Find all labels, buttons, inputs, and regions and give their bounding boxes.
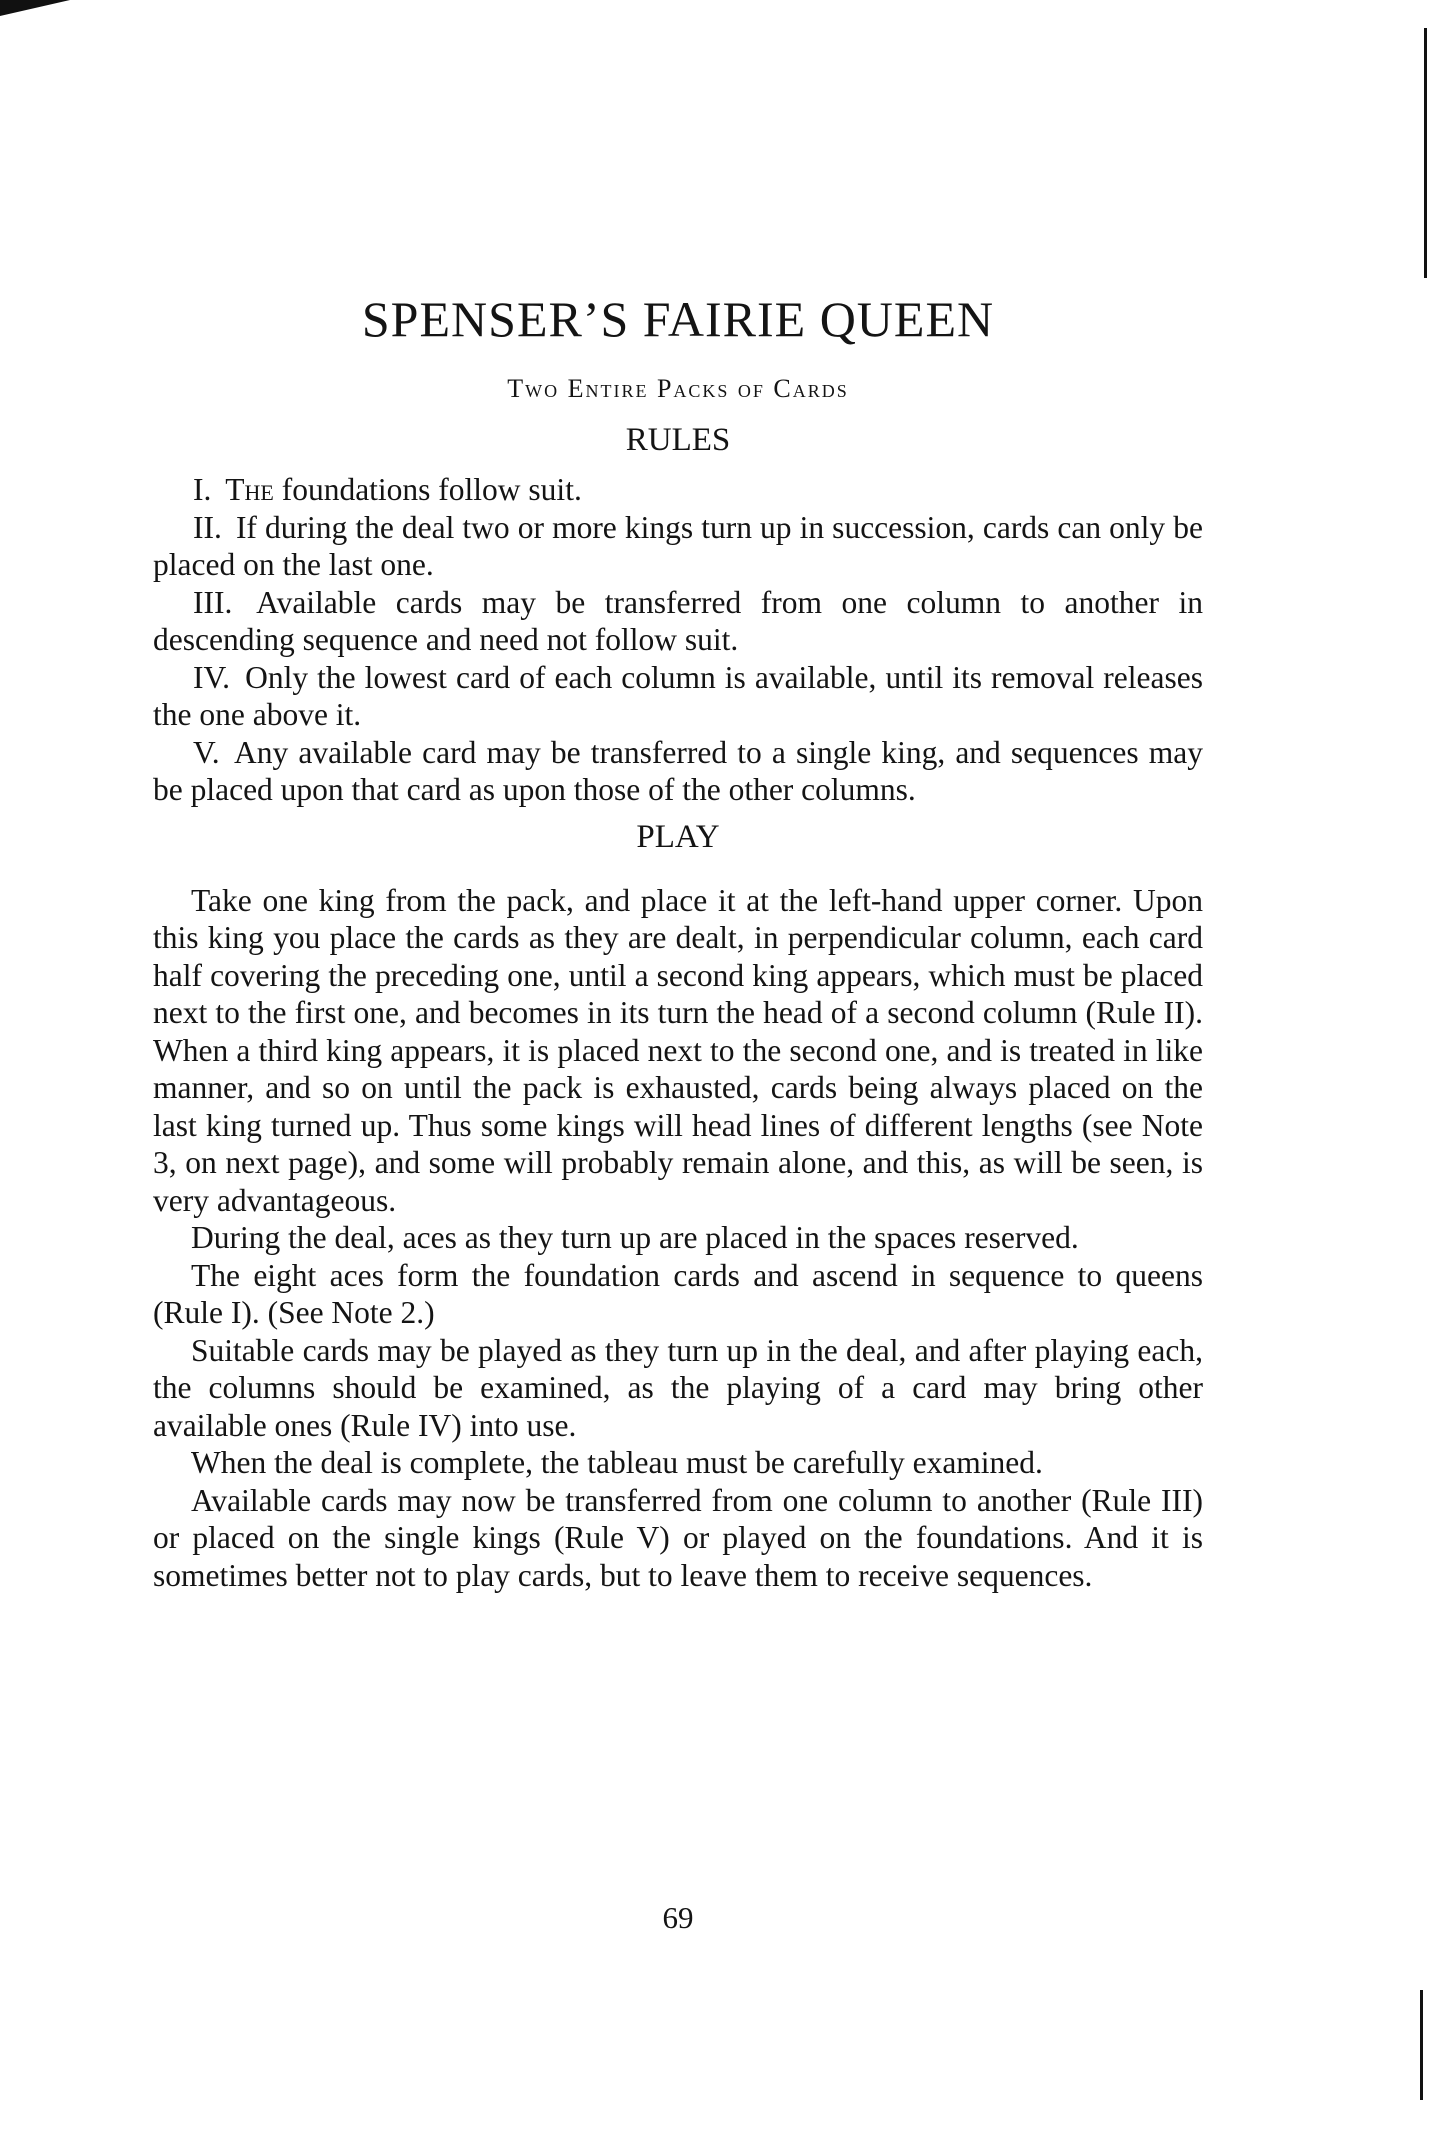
- rule-number: V.: [193, 734, 220, 770]
- play-paragraph: During the deal, aces as they turn up are placed in the spaces reserved.: [191, 1220, 1079, 1255]
- page-subtitle: Two Entire Packs of Cards: [507, 374, 849, 403]
- rule-item: [153, 734, 1203, 809]
- page-number: 69: [662, 1900, 694, 1935]
- play-heading: PLAY: [636, 818, 720, 855]
- play-paragraph: Suitable cards may be played as they turn up in the deal, and after playing each, the columns should be examined, as the playing of a card may bring other available ones (Rule IV) into use.: [153, 1332, 1203, 1443]
- page-title: SPENSER’S FAIRIE QUEEN: [361, 291, 995, 347]
- play-paragraph: The eight aces form the foundation cards and ascend in sequence to queens (Rule I). (See Note 2.): [153, 1257, 1203, 1330]
- rule-text: Only the lowest card of each column is available, until its removal releases the one above it.: [153, 659, 1203, 732]
- rule-item: [153, 584, 1203, 659]
- rule-lead: The: [225, 472, 274, 507]
- scan-edge-line: [1424, 28, 1427, 278]
- rule-text: If during the deal two or more kings turn up in succession, cards can only be placed on the last one.: [153, 509, 1203, 582]
- rule-item: [153, 509, 1203, 584]
- rule-text: Available cards may be transferred from one column to another in descending sequence and need not follow suit.: [153, 584, 1203, 657]
- play-paragraph: When the deal is complete, the tableau must be carefully examined.: [191, 1445, 1043, 1480]
- rule-item: [153, 471, 1203, 509]
- book-page: [153, 290, 1203, 1935]
- play-section: [153, 882, 1203, 1595]
- rule-number: II.: [193, 509, 222, 545]
- rule-number: IV.: [193, 659, 231, 695]
- rule-item: [153, 659, 1203, 734]
- scan-edge-line: [1420, 1990, 1423, 2100]
- rule-number: I.: [193, 472, 212, 507]
- rule-text: foundations follow suit.: [281, 472, 582, 507]
- scan-corner-mark: [0, 0, 70, 16]
- play-paragraph: Take one king from the pack, and place it at the left-hand upper corner. Upon this king you place the cards as they are dealt, in perpendicular column, each card half covering the preceding one, until a second king appears, which must be placed next to the first one, and becomes in its turn the head of a second column (Rule II). When a third king appears, it is placed next to the second one, and is treated in like manner, and so on until the pack is exhausted, cards being always placed on the last king turned up. Thus some kings will head lines of different lengths (see Note 3, on next page), and some will probably remain alone, and this, as will be seen, is very advantageous.: [153, 882, 1203, 1218]
- rules-heading: RULES: [625, 422, 731, 458]
- rule-number: III.: [193, 584, 233, 620]
- play-paragraph: Available cards may now be transferred from one column to another (Rule III) or placed on the single kings (Rule V) or played on the foundations. And it is sometimes better not to play cards, but to leave them to receive sequences.: [153, 1482, 1203, 1593]
- rules-list: [153, 471, 1203, 809]
- rule-text: Any available card may be transferred to a single king, and sequences may be placed upon that card as upon those of the other columns.: [153, 734, 1203, 807]
